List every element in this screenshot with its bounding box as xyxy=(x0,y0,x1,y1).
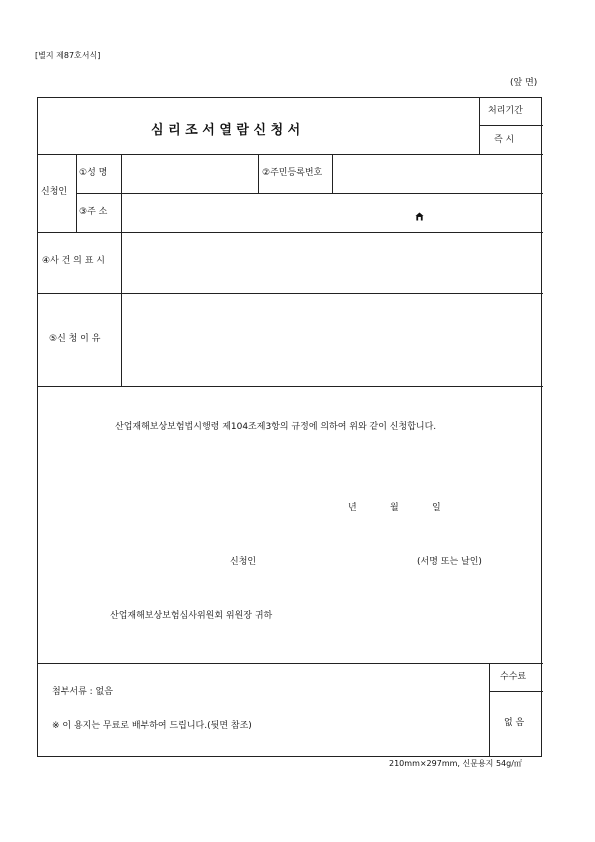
name-label: ①성 명 xyxy=(79,168,108,178)
address-label: ③주 소 xyxy=(79,207,108,217)
case-label: ④사 건 의 표 시 xyxy=(42,256,105,266)
address-field[interactable] xyxy=(122,194,412,231)
resident-number-field[interactable] xyxy=(333,155,542,192)
processing-period-value: 즉 시 xyxy=(494,135,515,145)
case-field[interactable] xyxy=(122,233,542,292)
applicant-section-label: 신청인 xyxy=(41,187,68,197)
name-field[interactable] xyxy=(122,155,257,192)
reason-field[interactable] xyxy=(122,294,542,385)
free-distribution-note: ※ 이 용지는 무료로 배부하여 드립니다.(뒷면 참조) xyxy=(52,721,252,731)
form-title: 심 리 조 서 열 람 신 청 서 xyxy=(151,123,301,138)
fee-label: 수수료 xyxy=(500,672,527,682)
reason-label: ⑤신 청 이 유 xyxy=(49,334,101,344)
date-day: 일 xyxy=(432,503,441,513)
sign-note: (서명 또는 날인) xyxy=(417,557,482,567)
processing-period-label: 처리기간 xyxy=(488,106,523,116)
signer-label: 신청인 xyxy=(230,557,257,567)
application-statement: 산업재해보상보험법시행령 제104조제3항의 규정에 의하여 위와 같이 신청합니다. xyxy=(115,422,437,432)
form-code: [별지 제87호서식] xyxy=(35,51,101,60)
attachments-note: 첨부서류 : 없음 xyxy=(52,687,113,697)
application-form xyxy=(37,97,542,757)
recipient: 산업재해보상보험심사위원회 위원장 귀하 xyxy=(110,611,273,621)
signature-field[interactable] xyxy=(268,550,408,570)
resident-number-label: ②주민등록번호 xyxy=(262,168,323,178)
phone-icon xyxy=(415,206,424,225)
page-side-label: (앞 면) xyxy=(510,78,538,88)
date-month: 월 xyxy=(390,503,399,513)
fee-value: 없 음 xyxy=(504,718,525,728)
paper-spec: 210mm×297mm, 신문용지 54g/㎡ xyxy=(389,759,522,768)
date-year: 년 xyxy=(348,503,357,513)
phone-field[interactable] xyxy=(427,194,542,231)
